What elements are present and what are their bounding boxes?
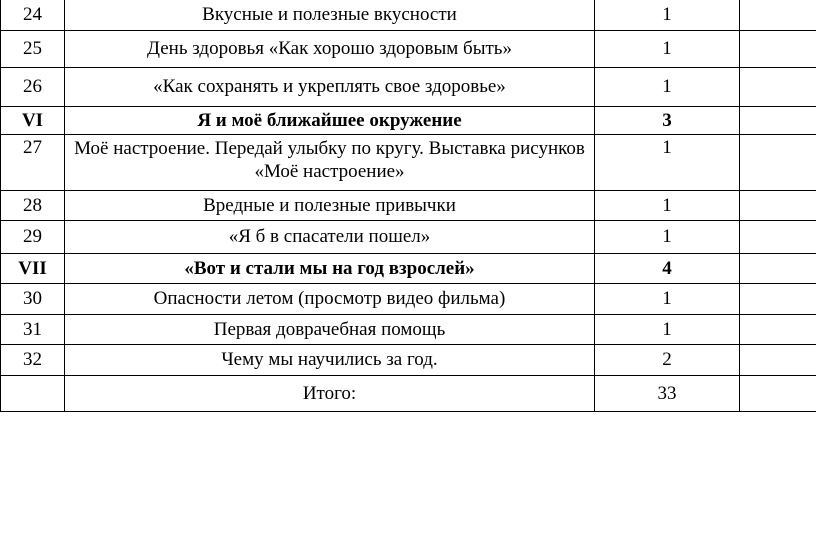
row-topic: Чему мы научились за год.: [65, 345, 595, 376]
table-row: [1, 68, 816, 107]
section-hours: 4: [595, 254, 740, 284]
row-extra: [740, 68, 816, 107]
row-number: 29: [1, 221, 65, 254]
row-hours: 2: [595, 345, 740, 376]
row-number: 30: [1, 284, 65, 315]
table-row: [1, 135, 816, 191]
row-extra: [740, 107, 816, 135]
section-row: [1, 107, 816, 135]
row-extra: [740, 191, 816, 221]
table-row: [1, 345, 816, 376]
row-number: 28: [1, 191, 65, 221]
table-row: [1, 284, 816, 315]
section-title: Я и моё ближайшее окружение: [65, 107, 595, 135]
row-topic: Вкусные и полезные вкусности: [65, 0, 595, 31]
row-topic: Вредные и полезные привычки: [65, 191, 595, 221]
row-number: 27: [1, 135, 65, 191]
row-hours: 1: [595, 221, 740, 254]
row-number: 26: [1, 68, 65, 107]
table-row: [1, 191, 816, 221]
table-row: [1, 221, 816, 254]
row-topic: Опасности летом (просмотр видео фильма): [65, 284, 595, 315]
row-topic: День здоровья «Как хорошо здоровым быть»: [65, 31, 595, 68]
section-number: VI: [1, 107, 65, 135]
row-extra: [740, 254, 816, 284]
row-hours: 1: [595, 31, 740, 68]
row-number: 25: [1, 31, 65, 68]
row-extra: [740, 31, 816, 68]
row-hours: 1: [595, 191, 740, 221]
row-hours: 1: [595, 135, 740, 191]
row-extra: [740, 284, 816, 315]
row-extra: [740, 0, 816, 31]
table-row: [1, 0, 816, 31]
row-extra: [740, 315, 816, 345]
row-number: 32: [1, 345, 65, 376]
row-hours: 1: [595, 68, 740, 107]
row-number: 31: [1, 315, 65, 345]
row-hours: 1: [595, 315, 740, 345]
row-extra: [740, 135, 816, 191]
total-number: [1, 376, 65, 412]
row-topic: «Как сохранять и укреплять свое здоровье»: [65, 68, 595, 107]
table-row: [1, 315, 816, 345]
total-extra: [740, 376, 816, 412]
section-hours: 3: [595, 107, 740, 135]
row-topic: Первая доврачебная помощь: [65, 315, 595, 345]
row-hours: 1: [595, 0, 740, 31]
total-label: Итого:: [65, 376, 595, 412]
row-extra: [740, 221, 816, 254]
section-number: VII: [1, 254, 65, 284]
row-topic: Моё настроение. Передай улыбку по кругу. Выставка рисунков «Моё настроение»: [65, 135, 595, 191]
row-number: 24: [1, 0, 65, 31]
section-row: [1, 254, 816, 284]
total-row: [1, 376, 816, 412]
row-topic: «Я б в спасатели пошел»: [65, 221, 595, 254]
row-hours: 1: [595, 284, 740, 315]
row-extra: [740, 345, 816, 376]
total-hours: 33: [595, 376, 740, 412]
table-row: [1, 31, 816, 68]
section-title: «Вот и стали мы на год взрослей»: [65, 254, 595, 284]
